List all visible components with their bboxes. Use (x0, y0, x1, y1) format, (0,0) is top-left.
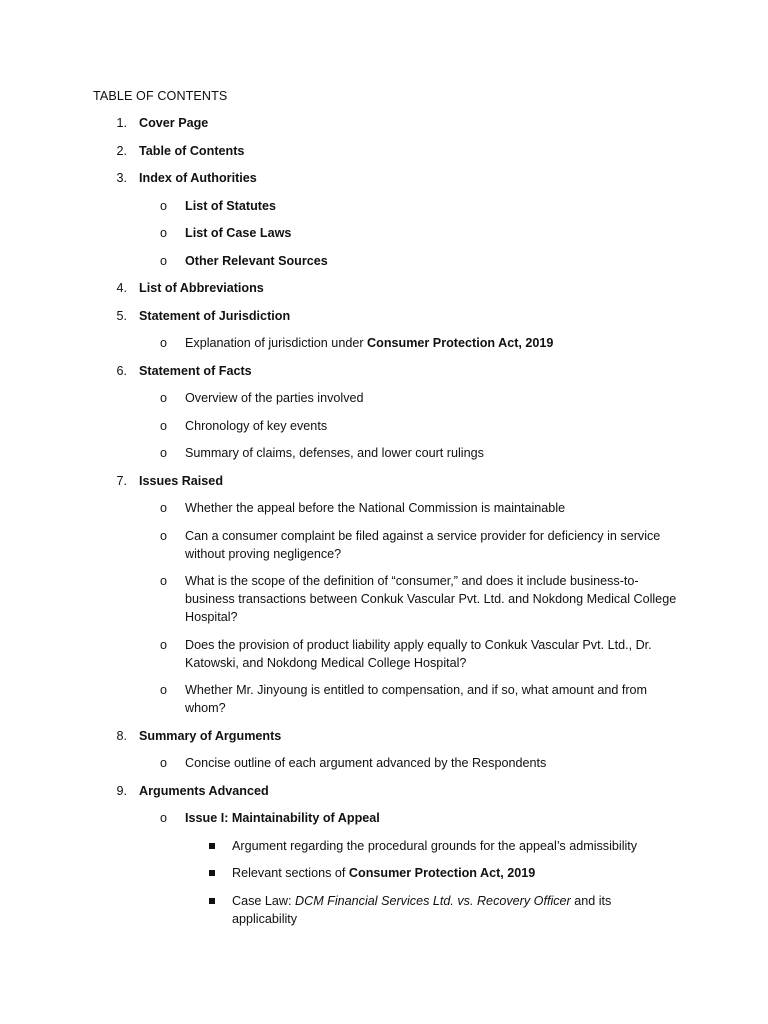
toc-subsubitem-label: Relevant sections of (232, 866, 349, 880)
list-bullet: o (160, 528, 168, 543)
toc-subitem (0, 444, 768, 462)
list-bullet: o (160, 501, 168, 515)
toc-subitem (0, 197, 768, 215)
toc-item-index-of-authorities (0, 169, 768, 187)
toc-subsubitem-label: Case Law: (232, 893, 295, 908)
toc-item-label: Statement of Jurisdiction (139, 308, 291, 323)
toc-item-label: Cover Page (139, 116, 209, 130)
list-number: 9. (116, 783, 127, 798)
square-bullet-icon (209, 898, 215, 904)
toc-subitem (0, 636, 768, 672)
toc-subitem (0, 754, 768, 772)
toc-subitem-label: Concise outline of each argument advanced by the Respondents (185, 756, 547, 770)
toc-item-statement-of-facts (0, 362, 768, 380)
toc-item-list-of-abbreviations (0, 279, 768, 297)
toc-item-statement-of-jurisdiction (0, 307, 768, 325)
list-number: 2. (116, 143, 127, 158)
toc-subitem-label: Whether Mr. Jinyoung is entitled to compensation, and if so, what amount and from whom? (185, 683, 648, 715)
case-name: DCM Financial Services Ltd. vs. Recovery Officer (295, 893, 571, 908)
list-bullet: o (160, 391, 168, 405)
list-bullet: o (160, 683, 168, 697)
list-bullet: o (160, 811, 168, 825)
toc-item-issues-raised (0, 472, 768, 490)
list-bullet: o (160, 226, 168, 240)
toc-subitem (0, 417, 768, 435)
page-title: TABLE OF CONTENTS (93, 89, 228, 103)
table-of-contents (0, 114, 768, 937)
toc-subitem (0, 572, 768, 626)
toc-item-cover-page (0, 114, 768, 132)
toc-subitem-label: What is the scope of the definition of “consumer,” and does it include business-to-business transactions between Conkuk Vascular Pvt. Ltd. and Nokdong Medical College Hospital? (185, 574, 677, 624)
toc-subsubitem (0, 892, 768, 928)
toc-subsubitem (0, 864, 768, 882)
toc-item-label: Index of Authorities (139, 171, 257, 185)
toc-subitem-label: Can a consumer complaint be filed against a service provider for deficiency in service without proving negligence? (185, 528, 661, 561)
toc-subitem-label: List of Case Laws (185, 226, 292, 240)
toc-item-label: Issues Raised (139, 473, 224, 488)
toc-subsubitem-label-suffix: and its applicability (232, 893, 612, 926)
list-number: 5. (116, 308, 127, 323)
toc-subitem-label: Chronology of key events (185, 418, 328, 433)
statute-name: Consumer Protection Act, 2019 (348, 866, 536, 880)
toc-subitem (0, 389, 768, 407)
toc-subitem (0, 681, 768, 717)
toc-item-table-of-contents (0, 142, 768, 160)
list-bullet: o (160, 336, 168, 350)
toc-subitem-label: Summary of claims, defenses, and lower court rulings (185, 446, 484, 460)
list-number: 3. (116, 171, 127, 185)
toc-subitem-label: Overview of the parties involved (185, 391, 364, 405)
toc-subitem-label: List of Statutes (185, 198, 276, 213)
list-number: 8. (116, 728, 127, 743)
toc-subitem-label: Does the provision of product liability apply equally to Conkuk Vascular Pvt. Ltd., Dr. Katowski, and Nokdong Medical College Hospital? (185, 637, 652, 670)
toc-item-label: Table of Contents (139, 143, 245, 158)
statute-name: Consumer Protection Act, 2019 (367, 336, 554, 350)
toc-item-label: Summary of Arguments (139, 728, 282, 743)
toc-item-summary-of-arguments (0, 727, 768, 745)
list-bullet: o (160, 574, 168, 588)
toc-item-label: Arguments Advanced (139, 783, 269, 798)
toc-subitem-label: Explanation of jurisdiction under (185, 336, 368, 350)
list-number: 4. (116, 281, 127, 295)
toc-subitem-label: Whether the appeal before the National Commission is maintainable (185, 501, 566, 515)
toc-subitem (0, 527, 768, 563)
list-number: 6. (116, 363, 127, 378)
toc-subitem (0, 224, 768, 242)
toc-item-label: Statement of Facts (139, 363, 252, 378)
list-bullet: o (160, 446, 168, 460)
list-number: 7. (116, 473, 127, 488)
toc-item-arguments-advanced (0, 782, 768, 800)
toc-subsubitem-label: Argument regarding the procedural grounds for the appeal’s admissibility (232, 838, 638, 853)
toc-subitem (0, 809, 768, 827)
list-number: 1. (116, 116, 127, 130)
square-bullet-icon (209, 843, 215, 849)
toc-subitem (0, 252, 768, 270)
list-bullet: o (160, 253, 168, 268)
toc-item-label: List of Abbreviations (139, 281, 264, 295)
list-bullet: o (160, 756, 168, 770)
list-bullet: o (160, 418, 168, 433)
square-bullet-icon (209, 870, 215, 876)
toc-subitem-label: Issue I: Maintainability of Appeal (185, 811, 380, 825)
toc-subitem-label: Other Relevant Sources (185, 253, 328, 268)
list-bullet: o (160, 198, 168, 213)
toc-subitem (0, 499, 768, 517)
toc-subsubitem (0, 837, 768, 855)
toc-subitem (0, 334, 768, 352)
list-bullet: o (160, 637, 168, 652)
